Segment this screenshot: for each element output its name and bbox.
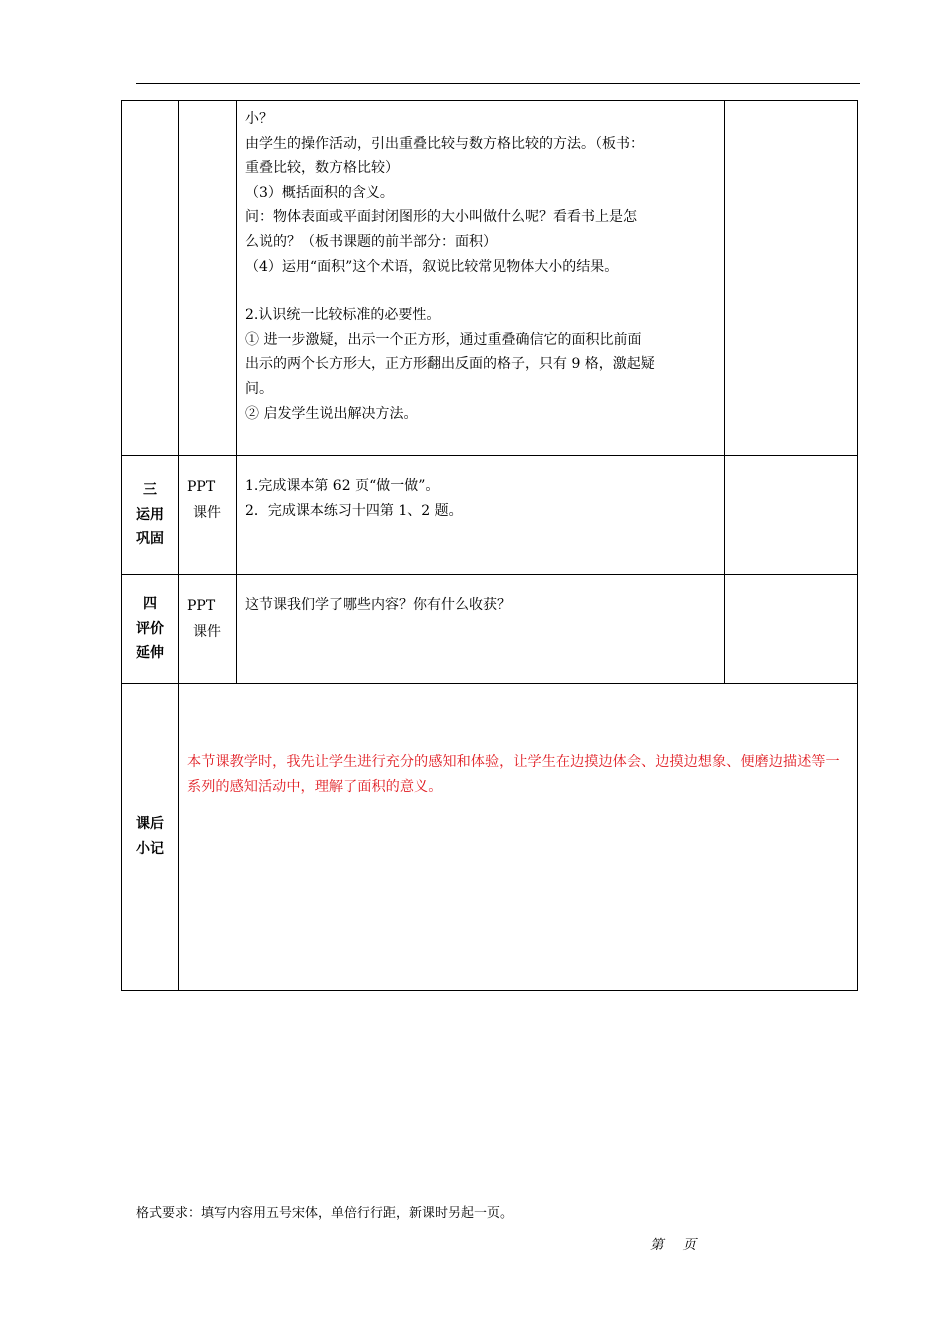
content-line: 么说的？（板书课题的前半部分：面积） <box>245 233 497 250</box>
content-line: ② 启发学生说出解决方法。 <box>245 405 418 422</box>
resource-cell <box>179 575 237 684</box>
resource-cell <box>179 101 237 456</box>
notes-cell <box>725 101 858 456</box>
content-line: 2．完成课本练习十四第 1、2 题。 <box>245 502 463 519</box>
stage-label: 三 <box>143 482 157 499</box>
format-note: 格式要求：填写内容用五号宋体，单倍行行距，新课时另起一页。 <box>136 1206 514 1221</box>
stage-label: 小记 <box>136 841 164 857</box>
content-cell <box>237 575 725 684</box>
lesson-plan-table <box>121 100 858 991</box>
stage-cell <box>122 575 179 684</box>
table-row <box>122 456 858 575</box>
content-line: 出示的两个长方形大，正方形翻出反面的格子，只有 9 格，激起疑 <box>245 356 655 373</box>
notes-cell <box>725 575 858 684</box>
notes-cell <box>725 456 858 575</box>
table-row <box>122 575 858 684</box>
stage-cell <box>122 101 179 456</box>
table-row <box>122 101 858 456</box>
stage-label: 巩固 <box>136 531 164 548</box>
resource-cell <box>179 456 237 575</box>
content-line: 小？ <box>245 111 273 127</box>
content-line: （3）概括面积的含义。 <box>245 184 394 201</box>
header-rule <box>136 83 860 84</box>
resource-label: PPT <box>187 479 216 495</box>
page-number <box>650 1233 697 1253</box>
content-line: （4）运用“面积”这个术语，叙说比较常见物体大小的结果。 <box>245 258 619 275</box>
content-cell <box>237 456 725 575</box>
stage-cell <box>122 684 179 991</box>
stage-label: 四 <box>143 596 157 613</box>
content-cell <box>237 101 725 456</box>
table-row <box>122 684 858 991</box>
stage-label: 课后 <box>136 816 164 833</box>
content-line: ① 进一步激疑，出示一个正方形，通过重叠确信它的面积比前面 <box>245 331 642 348</box>
content-line: 由学生的操作活动，引出重叠比较与数方格比较的方法。（板书： <box>245 135 644 152</box>
stage-label: 运用 <box>136 506 164 523</box>
resource-label: 课件 <box>193 505 221 521</box>
stage-cell <box>122 456 179 575</box>
content-line: 2.认识统一比较标准的必要性。 <box>245 307 441 324</box>
content-line: 问：物体表面或平面封闭图形的大小叫做什么呢？看看书上是怎 <box>245 209 637 226</box>
resource-label: PPT <box>187 598 216 614</box>
stage-label: 延伸 <box>136 645 164 662</box>
resource-label: 课件 <box>193 624 221 640</box>
content-line: 问。 <box>245 380 273 397</box>
content-line: 这节课我们学了哪些内容？你有什么收获？ <box>245 597 511 613</box>
content-line: 1.完成课本第 62 页“做一做”。 <box>245 478 440 494</box>
reflection-cell: 本节课教学时，我先让学生进行充分的感知和体验，让学生在边摸边体会、边摸边想象、便磨边描述等一系列的感知活动中，理解了面积的意义。 <box>179 684 858 991</box>
page-suffix: 页 <box>682 1237 697 1253</box>
content-line: 重叠比较，数方格比较） <box>245 160 399 177</box>
stage-label: 评价 <box>136 620 164 637</box>
page-prefix: 第 <box>650 1237 665 1253</box>
